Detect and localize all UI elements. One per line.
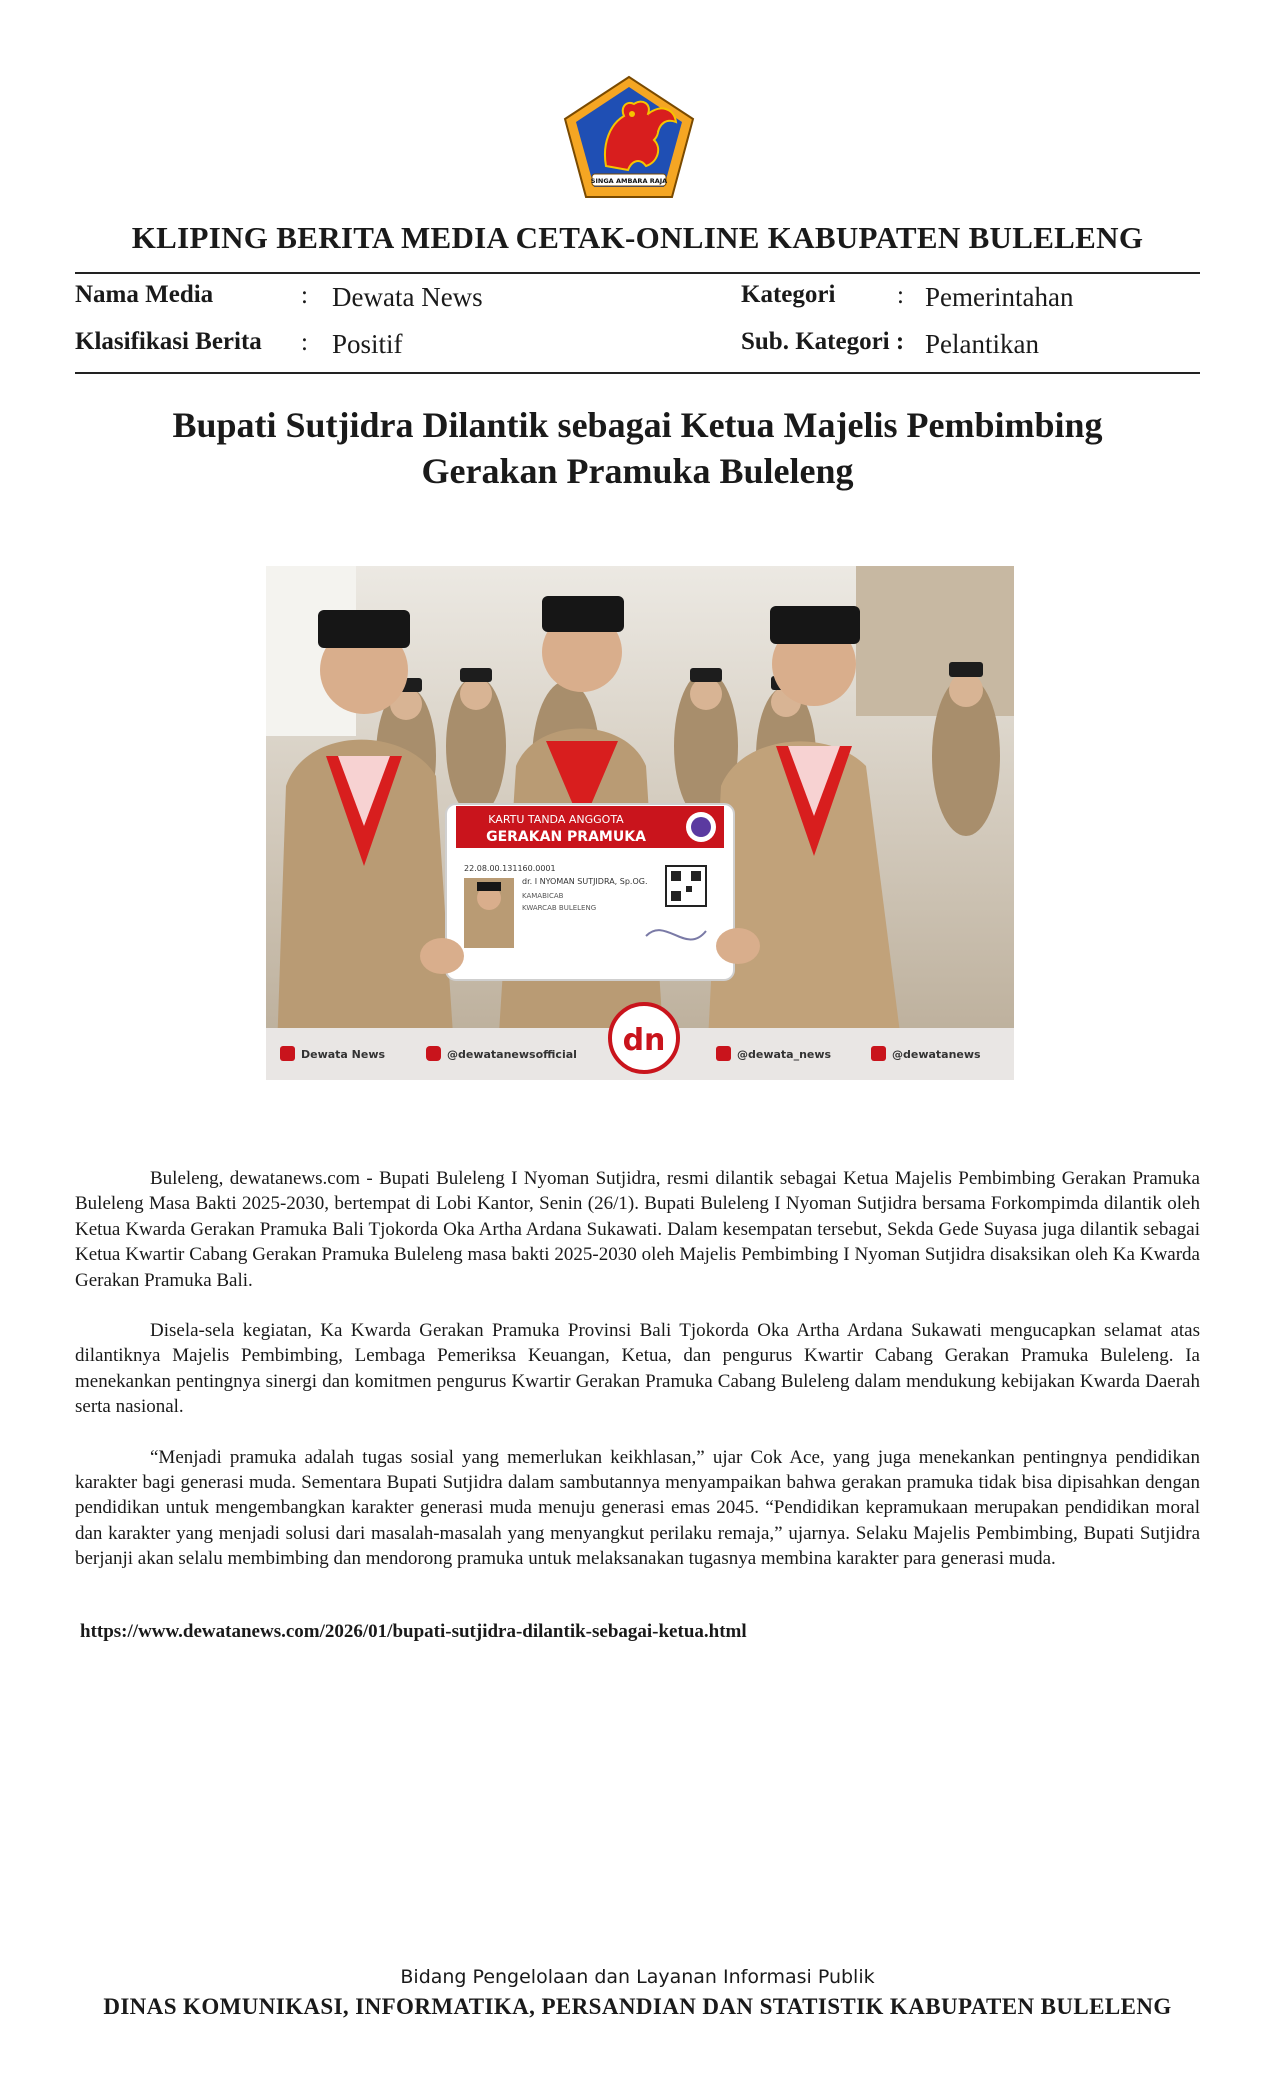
source-url-link[interactable]: https://www.dewatanews.com/2026/01/bupati-sutjidra-dilantik-sebagai-ketua.html (80, 1621, 747, 1642)
paragraph-1: Buleleng, dewatanews.com - Bupati Buleleng I Nyoman Sutjidra, resmi dilantik sebagai Ketua Majelis Pembimbing Gerakan Pramuka Buleleng Masa Bakti 2025-2030, bertempat di Lobi Kantor, Senin (26/1). Bupati Buleleng I Nyoman Sutjidra bersama Forkompimda dilantik oleh Ketua Kwarda Gerakan Pramuka Bali Tjokorda Oka Artha Ardana Sukawati. Dalam kesempatan tersebut, Sekda Gede Suyasa juga dilantik sebagai Ketua Kwartir Cabang Gerakan Pramuka Buleleng masa bakti 2025-2030 oleh Majelis Pembimbing I Nyoman Sutjidra disaksikan oleh Ka Kwarda Gerakan Pramuka Bali. (75, 1168, 1200, 1291)
logo-motto: SINGA AMBARA RAJA (590, 177, 668, 185)
facebook-handle: Dewata News (301, 1048, 386, 1061)
headline-line-1: Bupati Sutjidra Dilantik sebagai Ketua Majelis Pembimbing (172, 405, 1103, 445)
klasifikasi-label: Klasifikasi Berita (75, 328, 262, 355)
instagram-icon (426, 1046, 441, 1061)
garuda-emblem-icon (562, 74, 696, 200)
card-unit: KWARCAB BULELENG (522, 904, 597, 912)
card-number: 22.08.00.131160.0001 (464, 864, 556, 873)
paragraph-2: Disela-sela kegiatan, Ka Kwarda Gerakan Pramuka Provinsi Bali Tjokorda Oka Artha Ardana Sukawati mengucapkan selamat atas dilantiknya Majelis Pembimbing, Lembaga Pemeriksa Keuangan, Ketua, dan pengurus Kwartir Cabang Gerakan Pramuka Buleleng. Ia menekankan pentingnya sinergi dan komitmen pengurus Kwartir Gerakan Pramuka Cabang Buleleng dalam mendukung kebijakan Kwarda Daerah serta nasional. (75, 1320, 1200, 1418)
instagram-handle: @dewatanewsofficial (447, 1048, 577, 1061)
klasifikasi-colon: : (301, 329, 308, 356)
document-title: KLIPING BERITA MEDIA CETAK-ONLINE KABUPATEN BULELENG (131, 220, 1144, 255)
card-title-1: KARTU TANDA ANGGOTA (488, 813, 624, 826)
dewata-news-logo-text: dn (622, 1023, 666, 1058)
scout-emblem-icon (691, 817, 711, 837)
article-photo (266, 566, 1014, 1080)
article-body (75, 1166, 1200, 1597)
facebook-icon (280, 1046, 295, 1061)
tiktok-icon (871, 1046, 886, 1061)
card-name: dr. I NYOMAN SUTJIDRA, Sp.OG. (522, 877, 648, 886)
paragraph-3: “Menjadi pramuka adalah tugas sosial yang memerlukan keikhlasan,” ujar Cok Ace, yang juga menekankan pentingnya pendidikan karakter bagi generasi muda. Sementara Bupati Sutjidra dalam sambutannya menyampaikan bahwa gerakan pramuka tidak bisa dipisahkan dengan pendidikan untuk mengembangkan karakter generasi muda menuju generasi emas 2045. “Pendidikan kepramukaan merupakan pendidikan moral dan karakter yang menjadi solusi dari masalah-masalah yang menyangkut perilaku remaja,” ujarnya. Selaku Majelis Pembimbing, Bupati Sutjidra berjanji akan selalu membimbing dan mendorong pramuka untuk melaksanakan tugasnya membina karakter para generasi muda. (75, 1446, 1200, 1570)
kategori-label: Kategori (741, 281, 836, 308)
membership-card (446, 804, 734, 980)
klasifikasi-value: Positif (332, 329, 403, 359)
twitter-icon (716, 1046, 731, 1061)
card-title-2: GERAKAN PRAMUKA (486, 829, 646, 845)
nama-media-label: Nama Media (75, 281, 214, 308)
footer-title: DINAS KOMUNIKASI, INFORMATIKA, PERSANDIAN DAN STATISTIK KABUPATEN BULELENG (103, 1994, 1172, 2019)
nama-media-value: Dewata News (332, 282, 483, 312)
kabupaten-buleleng-logo (562, 74, 696, 200)
nama-media-colon: : (301, 282, 308, 309)
headline-line-2: Gerakan Pramuka Buleleng (421, 451, 854, 491)
article-headline (120, 402, 1155, 494)
header-rule-bottom (75, 372, 1200, 374)
twitter-handle: @dewata_news (737, 1048, 832, 1061)
card-role: KAMABICAB (522, 892, 564, 900)
sub-kategori-value: Pelantikan (925, 329, 1039, 359)
tiktok-handle: @dewatanews (892, 1048, 981, 1061)
header-rule-top (75, 272, 1200, 274)
kategori-colon: : (897, 282, 904, 309)
sub-kategori-label: Sub. Kategori : (741, 328, 905, 355)
kategori-value: Pemerintahan (925, 282, 1074, 312)
footer-subtitle: Bidang Pengelolaan dan Layanan Informasi Publik (400, 1966, 875, 1988)
